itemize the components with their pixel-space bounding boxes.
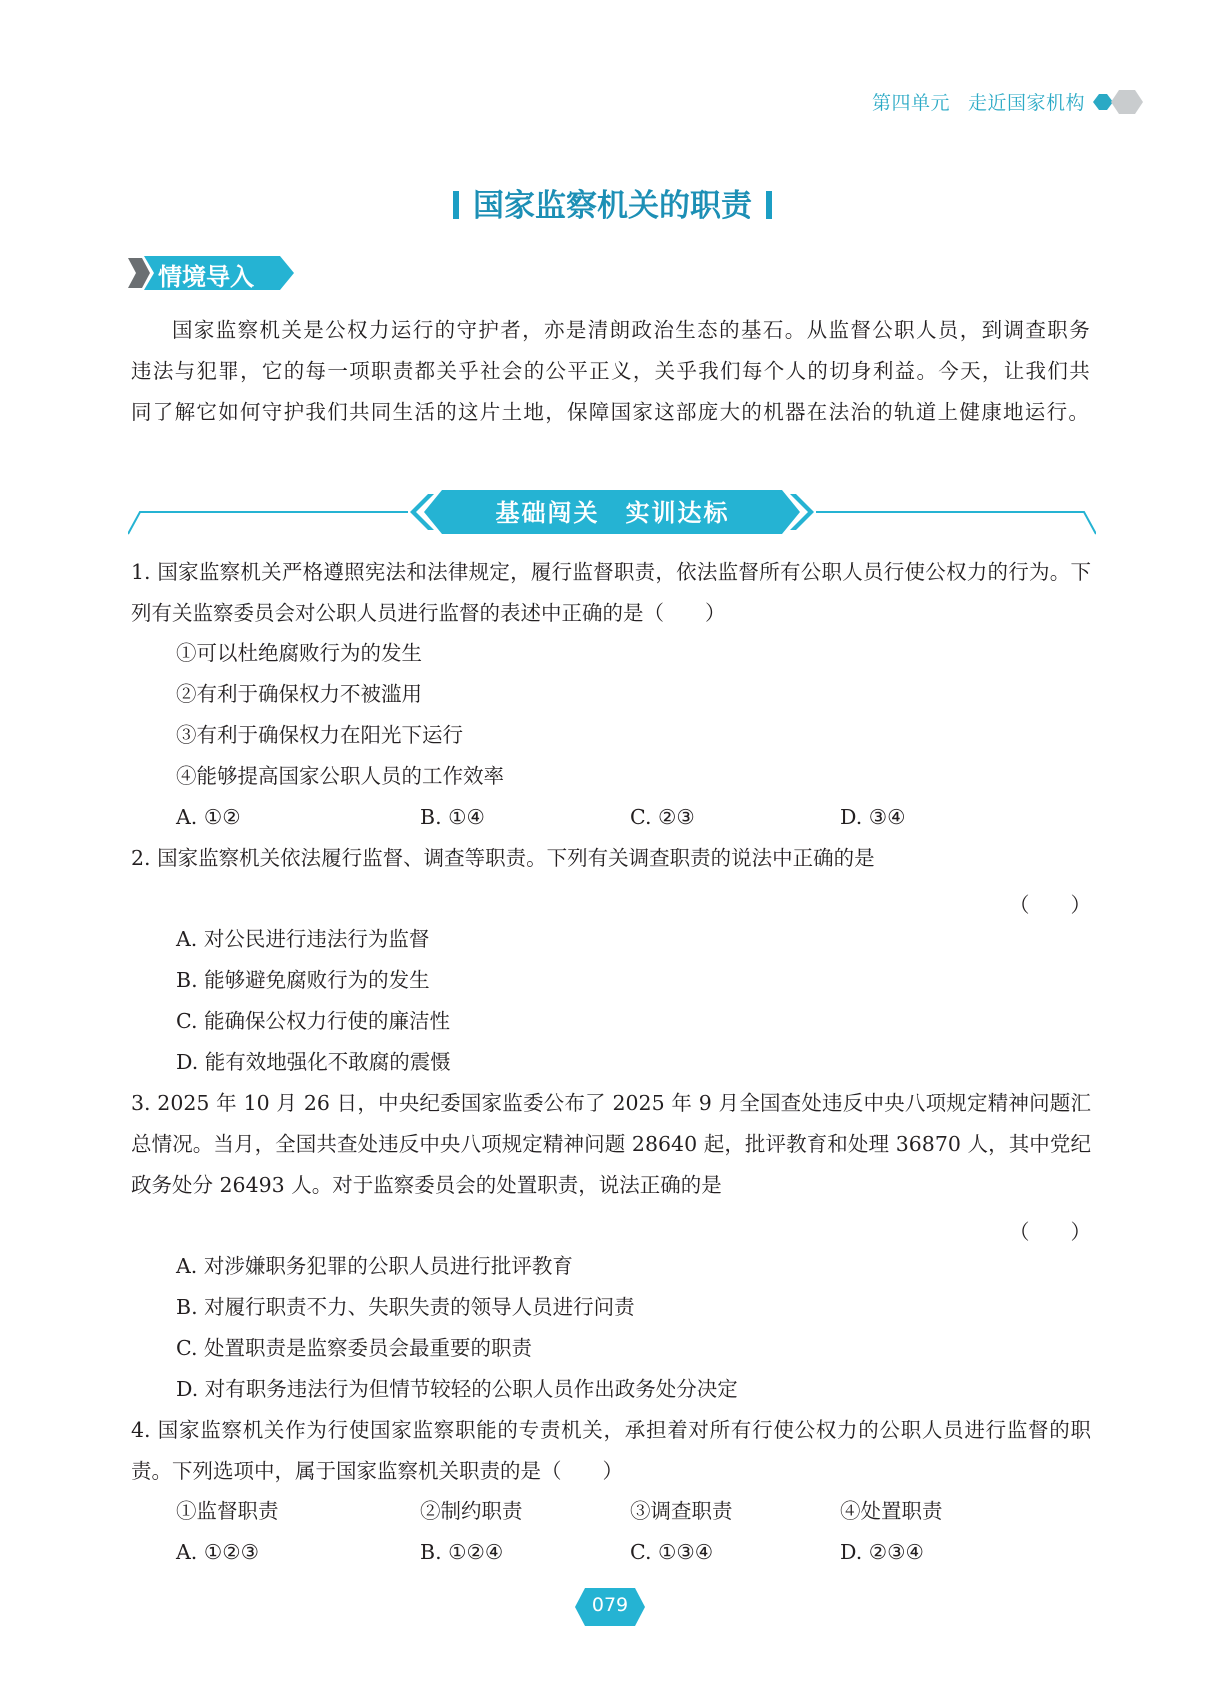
q4-statement-3: ③调查职责 bbox=[630, 1499, 733, 1523]
q3-choice-d: D. 对有职务违法行为但情节较轻的公职人员作出政务处分决定 bbox=[176, 1377, 738, 1401]
q3-answer-paren: （ ） bbox=[1009, 1220, 1091, 1244]
lesson-title-text: 国家监察机关的职责 bbox=[473, 188, 752, 224]
question-4-stem: 4. 国家监察机关作为行使国家监察职能的专责机关，承担着对所有行使公权力的公职人员进行监督的职责。下列选项中，属于国家监察机关职责的是（ ） bbox=[131, 1418, 1091, 1483]
q3-choice-c: C. 处置职责是监察委员会最重要的职责 bbox=[176, 1336, 532, 1360]
q1-statement-2: ②有利于确保权力不被滥用 bbox=[176, 682, 422, 706]
question-1-stem: 1. 国家监察机关严格遵照宪法和法律规定，履行监督职责，依法监督所有公职人员行使公权力的行为。下列有关监察委员会对公职人员进行监督的表述中正确的是（ ） bbox=[131, 560, 1091, 625]
q1-statement-3: ③有利于确保权力在阳光下运行 bbox=[176, 723, 463, 747]
q4-statement-4: ④处置职责 bbox=[840, 1499, 943, 1523]
q2-choice-a: A. 对公民进行违法行为监督 bbox=[176, 927, 430, 951]
question-2-stem: 2. 国家监察机关依法履行监督、调查等职责。下列有关调查职责的说法中正确的是 bbox=[131, 846, 875, 870]
divider-label: 基础闯关 实训达标 bbox=[495, 499, 730, 527]
q1-statement-4: ④能够提高国家公职人员的工作效率 bbox=[176, 764, 504, 788]
title-bar-left bbox=[453, 191, 459, 219]
q2-answer-paren: （ ） bbox=[1009, 893, 1091, 917]
q1-choice-d: D. ③④ bbox=[840, 805, 906, 829]
q3-choice-a: A. 对涉嫌职务犯罪的公职人员进行批评教育 bbox=[176, 1254, 573, 1278]
q1-choice-c: C. ②③ bbox=[630, 805, 695, 829]
q4-choice-c: C. ①③④ bbox=[630, 1540, 714, 1564]
q2-choice-b: B. 能够避免腐败行为的发生 bbox=[176, 968, 430, 992]
question-3-stem: 3. 2025 年 10 月 26 日，中央纪委国家监委公布了 2025 年 9 月全国查处违反中央八项规定精神问题汇总情况。当月，全国共查处违反中央八项规定精神问题 28640 起，批评教育和处理 36870 人，其中党纪政务处分 26493 人。对于监察委员会的处置职责，说法正确的是 bbox=[131, 1091, 1091, 1197]
q3-choice-b: B. 对履行职责不力、失职失责的领导人员进行问责 bbox=[176, 1295, 635, 1319]
hexagon-decoration-icon bbox=[1089, 88, 1147, 116]
q1-choice-b: B. ①④ bbox=[420, 805, 485, 829]
q2-choice-c: C. 能确保公权力行使的廉洁性 bbox=[176, 1009, 450, 1033]
unit-label: 第四单元 bbox=[871, 92, 950, 114]
q1-statement-1: ①可以杜绝腐败行为的发生 bbox=[176, 641, 422, 665]
page-number: 079 bbox=[591, 1594, 629, 1616]
q4-statement-2: ②制约职责 bbox=[420, 1499, 523, 1523]
q4-choice-a: A. ①②③ bbox=[176, 1540, 259, 1564]
q4-choice-d: D. ②③④ bbox=[840, 1540, 924, 1564]
q2-choice-d: D. 能有效地强化不敢腐的震慑 bbox=[176, 1050, 451, 1074]
intro-paragraph: 国家监察机关是公权力运行的守护者，亦是清朗政治生态的基石。从监督公职人员，到调查职务违法与犯罪，它的每一项职责都关乎社会的公平正义，关乎我们每个人的切身利益。今天，让我们共同了解它如何守护我们共同生活的这片土地，保障国家这部庞大的机器在法治的轨道上健康地运行。 bbox=[131, 318, 1091, 424]
lesson-title bbox=[0, 180, 1225, 225]
title-bar-right bbox=[766, 191, 772, 219]
q1-choice-a: A. ①② bbox=[176, 805, 241, 829]
chapter-label: 走近国家机构 bbox=[967, 92, 1085, 114]
running-header bbox=[872, 88, 1085, 115]
q4-statement-1: ①监督职责 bbox=[176, 1499, 279, 1523]
section-tag bbox=[128, 252, 298, 294]
section-tag-label: 情境导入 bbox=[158, 263, 254, 291]
q4-choice-b: B. ①②④ bbox=[420, 1540, 504, 1564]
